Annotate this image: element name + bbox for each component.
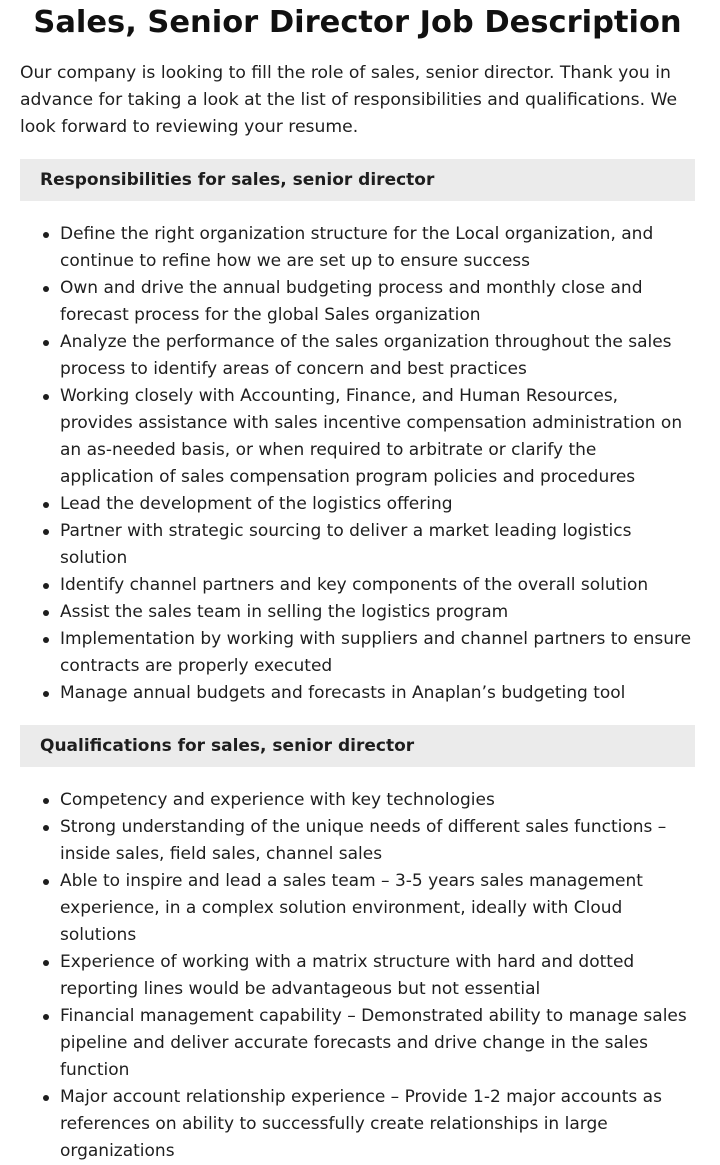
- list-item: Financial management capability – Demonstrated ability to manage sales pipeline and deliver accurate forecasts and drive change in the sales function: [60, 1003, 695, 1084]
- responsibilities-list: [20, 221, 695, 707]
- page-title: Sales, Senior Director Job Description: [33, 5, 682, 40]
- list-item: Own and drive the annual budgeting process and monthly close and forecast process for the global Sales organization: [60, 275, 695, 329]
- list-item: Experience of working with a matrix structure with hard and dotted reporting lines would be advantageous but not essential: [60, 949, 695, 1003]
- list-item: Identify channel partners and key components of the overall solution: [60, 572, 695, 599]
- list-item: Analyze the performance of the sales organization throughout the sales process to identify areas of concern and best practices: [60, 329, 695, 383]
- list-item: Manage annual budgets and forecasts in Anaplan’s budgeting tool: [60, 680, 695, 707]
- intro-paragraph: Our company is looking to fill the role of sales, senior director. Thank you in advance for taking a look at the list of responsibilities and qualifications. We look forward to reviewing your resume.: [20, 63, 678, 137]
- list-item: Define the right organization structure for the Local organization, and continue to refine how we are set up to ensure success: [60, 221, 695, 275]
- list-item: Partner with strategic sourcing to deliver a market leading logistics solution: [60, 518, 695, 572]
- list-item: Lead the development of the logistics offering: [60, 491, 695, 518]
- qualifications-heading: Qualifications for sales, senior director: [20, 725, 695, 767]
- list-item: Strong understanding of the unique needs of different sales functions – inside sales, field sales, channel sales: [60, 814, 695, 868]
- qualifications-list: [20, 787, 695, 1165]
- list-item: Competency and experience with key technologies: [60, 787, 695, 814]
- list-item: Major account relationship experience – Provide 1-2 major accounts as references on ability to successfully create relationships in large organizations: [60, 1084, 695, 1165]
- list-item: Working closely with Accounting, Finance, and Human Resources, provides assistance with sales incentive compensation administration on an as-needed basis, or when required to arbitrate or clarify the application of sales compensation program policies and procedures: [60, 383, 695, 491]
- list-item: Assist the sales team in selling the logistics program: [60, 599, 695, 626]
- responsibilities-heading: Responsibilities for sales, senior director: [20, 159, 695, 201]
- list-item: Able to inspire and lead a sales team – 3-5 years sales management experience, in a complex solution environment, ideally with Cloud solutions: [60, 868, 695, 949]
- list-item: Implementation by working with suppliers and channel partners to ensure contracts are properly executed: [60, 626, 695, 680]
